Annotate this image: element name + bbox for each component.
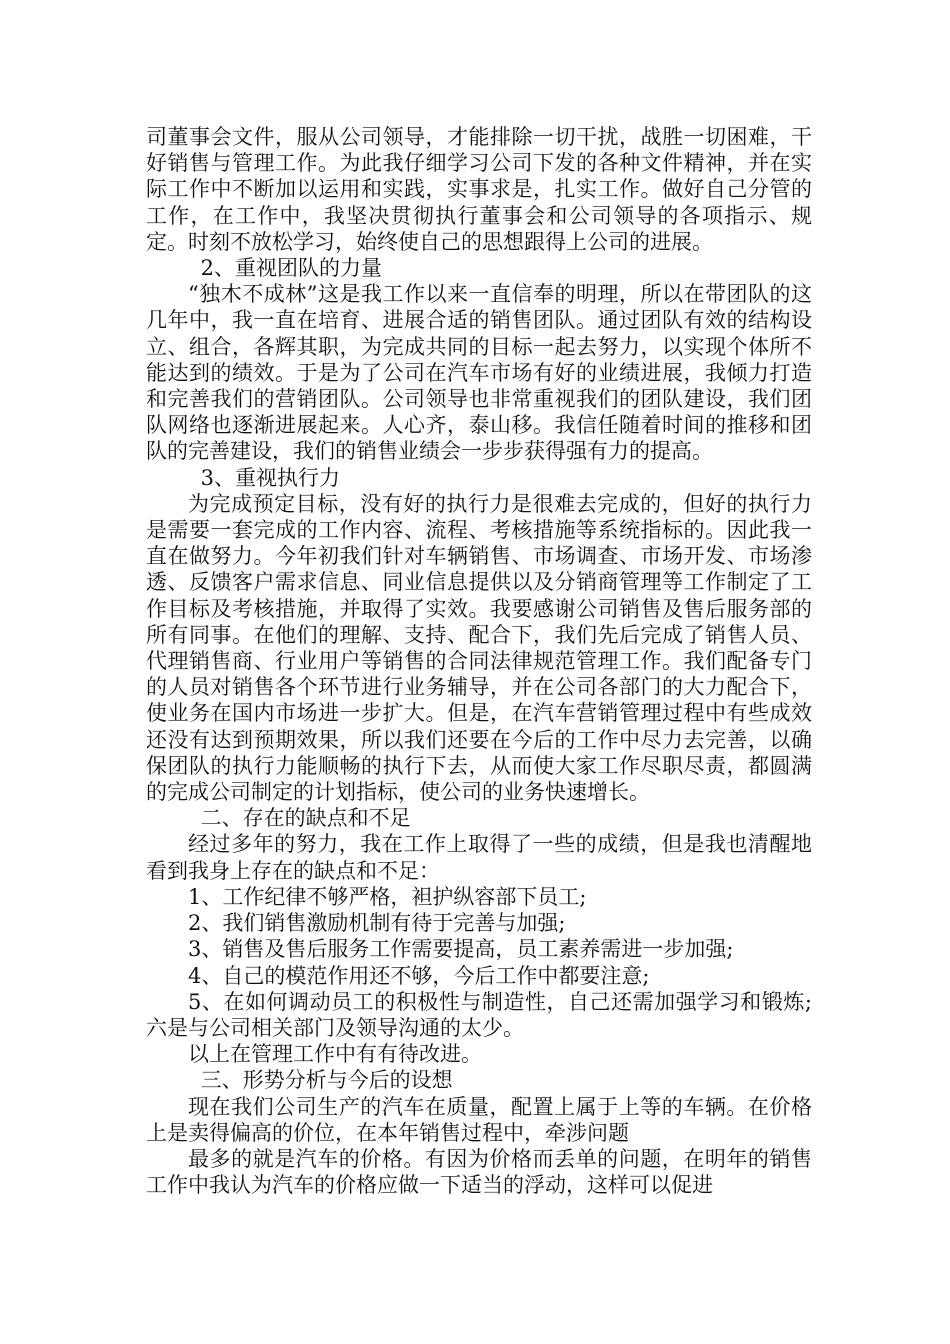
document-page <box>146 124 812 1198</box>
subheading-execution: 3、重视执行力 <box>200 465 340 490</box>
list-item: 3、销售及售后服务工作需要提高，员工素养需进一步加强; <box>188 937 734 962</box>
paragraph-continuation: 司董事会文件，服从公司领导，才能排除一切干扰，战胜一切困难，干好销售与管理工作。为此我仔细学习公司下发的各种文件精神，并在实际工作中不断加以运用和实践，实事求是，扎实工作。做好自己分管的工作，在工作中，我坚决贯彻执行董事会和公司领导的各项指示、规定。时刻不放松学习，始终使自己的思想跟得上公司的进展。 <box>146 125 812 254</box>
list-item: 4、自己的模范作用还不够，今后工作中都要注意; <box>188 963 650 988</box>
paragraph-outlook: 现在我们公司生产的汽车在质量，配置上属于上等的车辆。在价格上是卖得偏高的价位，在本年销售过程中，牵涉问题 <box>146 1094 812 1145</box>
paragraph-summary: 以上在管理工作中有有待改进。 <box>188 1042 482 1067</box>
list-item: 2、我们销售激励机制有待于完善与加强; <box>188 911 566 936</box>
section-heading-shortcomings: 二、存在的缺点和不足 <box>200 806 411 831</box>
section-heading-outlook: 三、形势分析与今后的设想 <box>200 1068 453 1093</box>
paragraph-pricing: 最多的就是汽车的价格。有因为价格而丢单的问题，在明年的销售工作中我认为汽车的价格应做一下适当的浮动，这样可以促进 <box>146 1146 812 1198</box>
paragraph-execution: 为完成预定目标，没有好的执行力是很难去完成的，但好的执行力是需要一套完成的工作内容、流程、考核措施等系统指标的。因此我一直在做努力。今年初我们针对车辆销售、市场调查、市场开发、市场渗透、反馈客户需求信息、同业信息提供以及分销商管理等工作制定了工作目标及考核措施，并取得了实效。我要感谢公司销售及售后服务部的所有同事。在他们的理解、支持、配合下，我们先后完成了销售人员、代理销售商、行业用户等销售的合同法律规范管理工作。我们配备专门的人员对销售各个环节进行业务辅导，并在公司各部门的大力配合下，使业务在国内市场进一步扩大。但是，在汽车营销管理过程中有些成效还没有达到预期效果，所以我们还要在今后的工作中尽力去完善，以确保团队的执行力能顺畅的执行下去，从而使大家工作尽职尽责，都圆满的完成公司制定的计划指标，使公司的业务快速增长。 <box>146 491 812 805</box>
paragraph-team: “独木不成林”这是我工作以来一直信奉的明理，所以在带团队的这几年中，我一直在培育、进展合适的销售团队。通过团队有效的结构设立、组合，各辉其职，为完成共同的目标一起去努力，以实现个体所不能达到的绩效。于是为了公司在汽车市场有好的业绩进展，我倾力打造和完善我们的营销团队。公司领导也非常重视我们的团队建设，我们团队网络也逐渐进展起来。人心齐，泰山移。我信任随着时间的推移和团队的完善建设，我们的销售业绩会一步步获得强有力的提高。 <box>146 282 812 464</box>
paragraph-shortcomings-intro: 经过多年的努力，我在工作上取得了一些的成绩，但是我也清醒地看到我身上存在的缺点和不足： <box>146 832 812 883</box>
list-item: 1、工作纪律不够严格，袒护纵容部下员工; <box>188 884 587 909</box>
list-item: 5、在如何调动员工的积极性与制造性，自己还需加强学习和锻炼;六是与公司相关部门及领导沟通的太少。 <box>146 989 812 1040</box>
subheading-team-strength: 2、重视团队的力量 <box>200 256 382 281</box>
